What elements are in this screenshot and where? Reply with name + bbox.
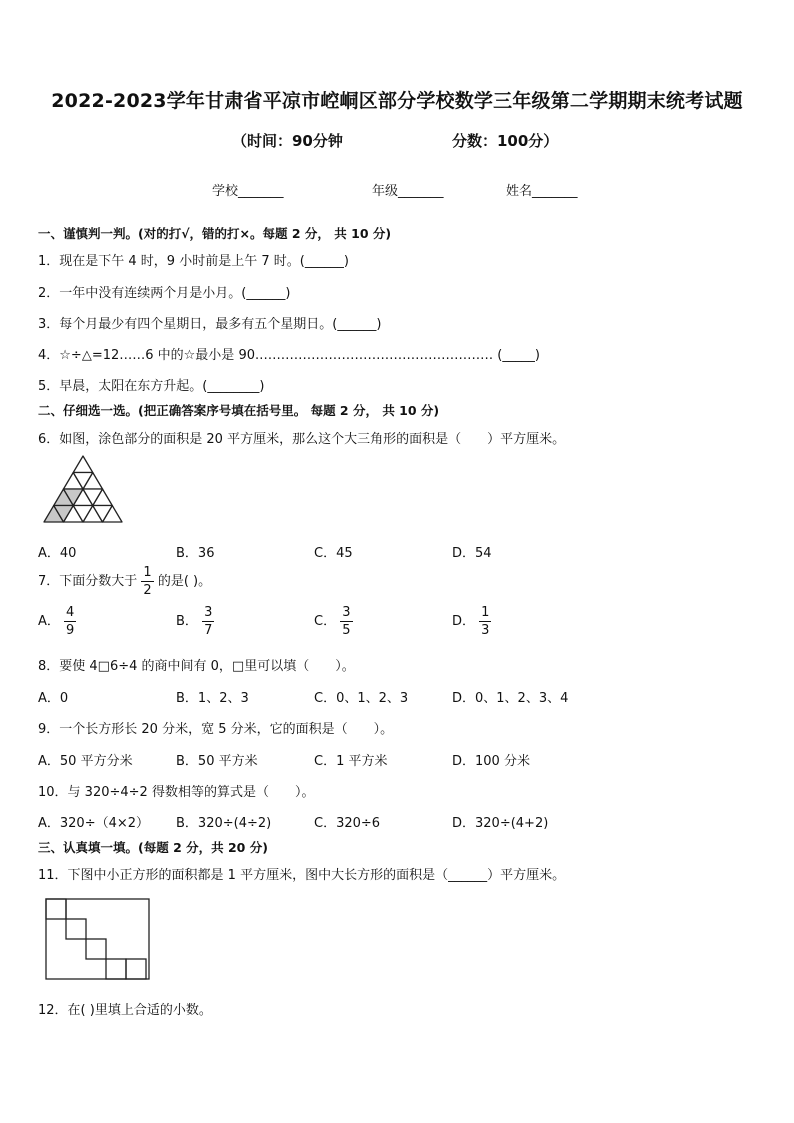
question-2: 2．一年中没有连续两个月是小月。(______) [38,286,291,301]
rectangle-squares-figure [44,897,152,981]
question-4: 4．☆÷△=12……6 中的☆最小是 90.……………………………………………… (_____) [38,348,540,363]
q7-option-c [314,606,353,637]
q6-option-b: B．36 [176,546,215,561]
question-12: 12．在( )里填上合适的小数。 [38,1003,212,1018]
q9-option-b: B．50 平方米 [176,754,258,769]
q7-option-a [38,606,76,637]
q6-option-a: A．40 [38,546,77,561]
q9-option-c: C．1 平方米 [314,754,388,769]
q7-option-d-numerator: 1 [481,605,490,620]
q10-option-a: A．320÷（4×2） [38,816,150,831]
q7-text-after: 的是( )。 [157,574,212,589]
triangle-figure [40,454,126,528]
question-11: 11．下图中小正方形的面积都是 1 平方厘米，图中大长方形的面积是（______）平方厘米。 [38,868,566,883]
question-1: 1．现在是下午 4 时，9 小时前是上午 7 时。(______) [38,254,349,269]
q7-option-b-numerator: 3 [204,605,213,620]
grade-field: 年级_______ [372,184,444,199]
question-8: 8．要使 4□6÷4 的商中间有 0，□里可以填（ ）。 [38,659,355,674]
q9-option-a: A．50 平方分米 [38,754,133,769]
q8-option-d: D．0、1、2、3、4 [452,691,569,706]
question-6: 6．如图，涂色部分的面积是 20 平方厘米，那么这个大三角形的面积是（ ）平方厘米。 [38,432,566,447]
q7-text-before: 7．下面分数大于 [38,574,138,589]
q7-option-d [452,606,491,637]
q7-option-a-label: A． [38,614,60,629]
question-3: 3．每个月最少有四个星期日，最多有五个星期日。(______) [38,317,382,332]
name-field: 姓名_______ [506,184,578,199]
q10-option-b: B．320÷(4÷2) [176,816,272,831]
q7-option-b [176,606,214,637]
section-2-heading: 二、仔细选一选。(把正确答案序号填在括号里。 每题 2 分， 共 10 分) [38,403,440,418]
q7-option-b-fraction [202,606,214,637]
q7-option-d-fraction [479,606,491,637]
q7-fraction-numerator: 1 [143,565,152,580]
q7-option-d-label: D． [452,614,476,629]
q7-fraction [141,566,153,597]
section-3-heading: 三、认真填一填。(每题 2 分，共 20 分) [38,840,268,855]
section-1-heading: 一、谨慎判一判。(对的打√，错的打×。每题 2 分， 共 10 分) [38,226,392,241]
page-title: 2022-2023学年甘肃省平凉市崆峒区部分学校数学三年级第二学期期末统考试题 [51,90,743,112]
q7-option-b-denominator: 7 [204,623,213,638]
q7-option-c-label: C． [314,614,337,629]
q6-option-d: D．54 [452,546,492,561]
question-9: 9．一个长方形长 20 分米，宽 5 分米，它的面积是（ ）。 [38,722,394,737]
q8-option-b: B．1、2、3 [176,691,249,706]
q8-option-a: A．0 [38,691,69,706]
q10-option-c: C．320÷6 [314,816,381,831]
q10-option-d: D．320÷(4+2) [452,816,549,831]
q7-option-a-denominator: 9 [66,623,75,638]
q7-option-c-numerator: 3 [342,605,351,620]
q7-option-c-fraction [340,606,352,637]
q9-option-d: D．100 分米 [452,754,530,769]
q7-option-b-label: B． [176,614,198,629]
question-5: 5．早晨，太阳在东方升起。(________) [38,379,265,394]
q7-option-d-denominator: 3 [481,623,490,638]
score-label: 分数：100分） [452,132,559,150]
q7-fraction-denominator: 2 [143,583,152,598]
q7-option-c-denominator: 5 [342,623,351,638]
q7-option-a-numerator: 4 [66,605,75,620]
question-7 [38,566,211,597]
school-field: 学校_______ [212,184,284,199]
q7-option-a-fraction [64,606,76,637]
time-label: （时间：90分钟 [232,132,343,150]
q8-option-c: C．0、1、2、3 [314,691,409,706]
q6-option-c: C．45 [314,546,353,561]
question-10: 10．与 320÷4÷2 得数相等的算式是（ ）。 [38,785,315,800]
